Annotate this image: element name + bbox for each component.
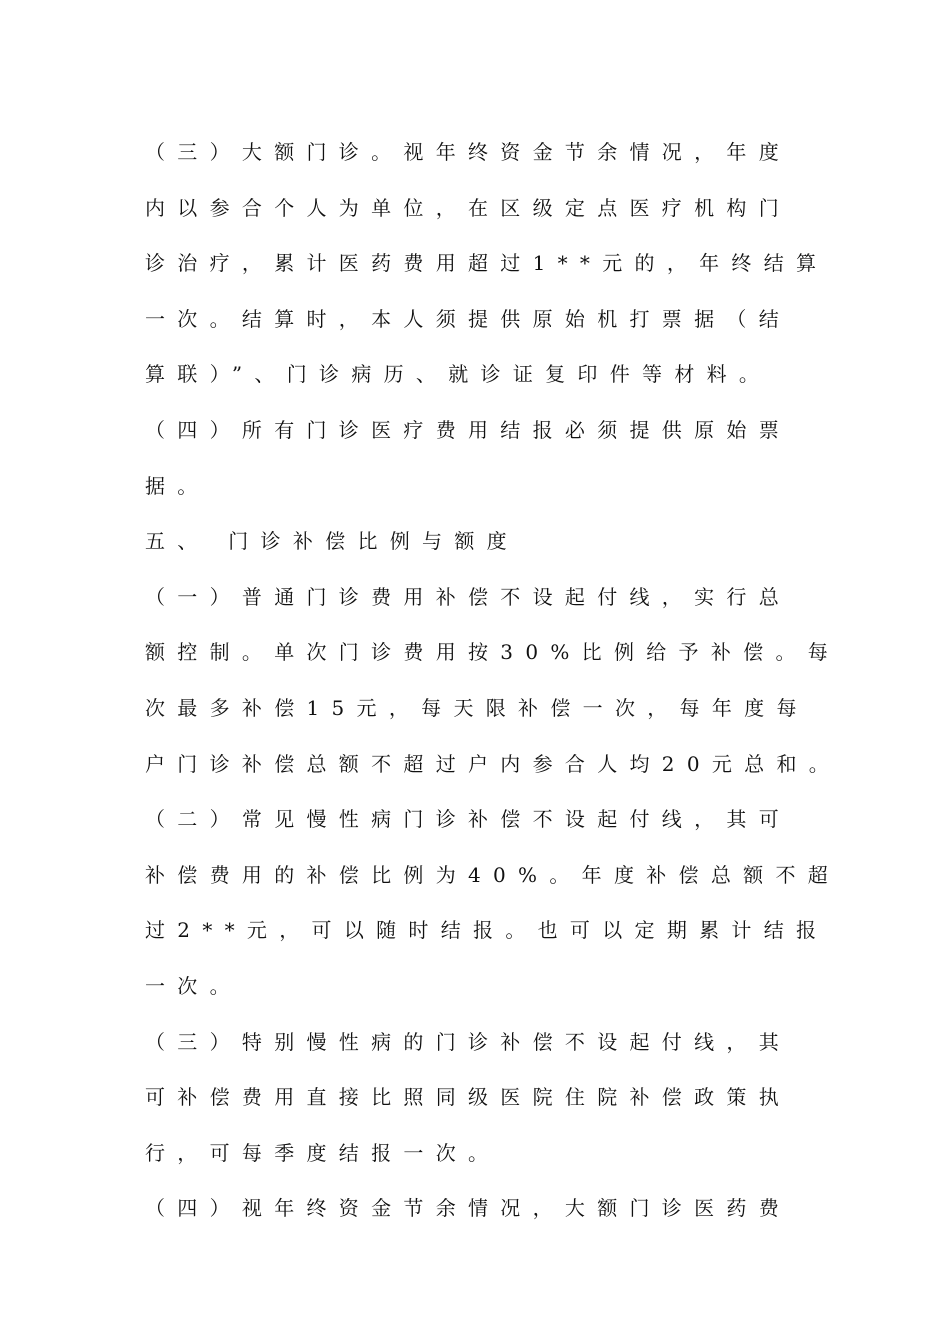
text-line: 内以参合个人为单位，在区级定点医疗机构门 bbox=[145, 195, 791, 220]
section-heading: 五、 门诊补偿比例与额度 bbox=[145, 529, 519, 554]
text-line: 诊治疗，累计医药费用超过1**元的，年终结算 bbox=[145, 251, 829, 276]
text-line: 可补偿费用直接比照同级医院住院补偿政策执 bbox=[145, 1085, 791, 1110]
text-line: 据。 bbox=[145, 473, 210, 498]
text-line: （四）所有门诊医疗费用结报必须提供原始票 bbox=[145, 417, 791, 442]
text-line: （二）常见慢性病门诊补偿不设起付线，其可 bbox=[145, 807, 791, 832]
text-line: （三）特别慢性病的门诊补偿不设起付线，其 bbox=[145, 1029, 791, 1054]
text-line: （四）视年终资金节余情况，大额门诊医药费 bbox=[145, 1196, 791, 1221]
text-line: 算联）”、门诊病历、就诊证复印件等材料。 bbox=[145, 362, 772, 387]
text-line: 一次。结算时，本人须提供原始机打票据（结 bbox=[145, 306, 791, 331]
text-line: 额控制。单次门诊费用按30%比例给予补偿。每 bbox=[145, 640, 841, 665]
text-line: 次最多补偿15元，每天限补偿一次，每年度每 bbox=[145, 695, 809, 720]
text-line: （一）普通门诊费用补偿不设起付线，实行总 bbox=[145, 584, 791, 609]
document-body bbox=[145, 125, 845, 1237]
text-line: 行，可每季度结报一次。 bbox=[145, 1140, 501, 1165]
text-line: 补偿费用的补偿比例为40%。年度补偿总额不超 bbox=[145, 862, 841, 887]
text-line: 一次。 bbox=[145, 973, 242, 998]
text-line: （三）大额门诊。视年终资金节余情况，年度 bbox=[145, 140, 791, 164]
text-line: 户门诊补偿总额不超过户内参合人均20元总和。 bbox=[145, 751, 842, 776]
text-line: 过2**元，可以随时结报。也可以定期累计结报 bbox=[145, 918, 829, 943]
